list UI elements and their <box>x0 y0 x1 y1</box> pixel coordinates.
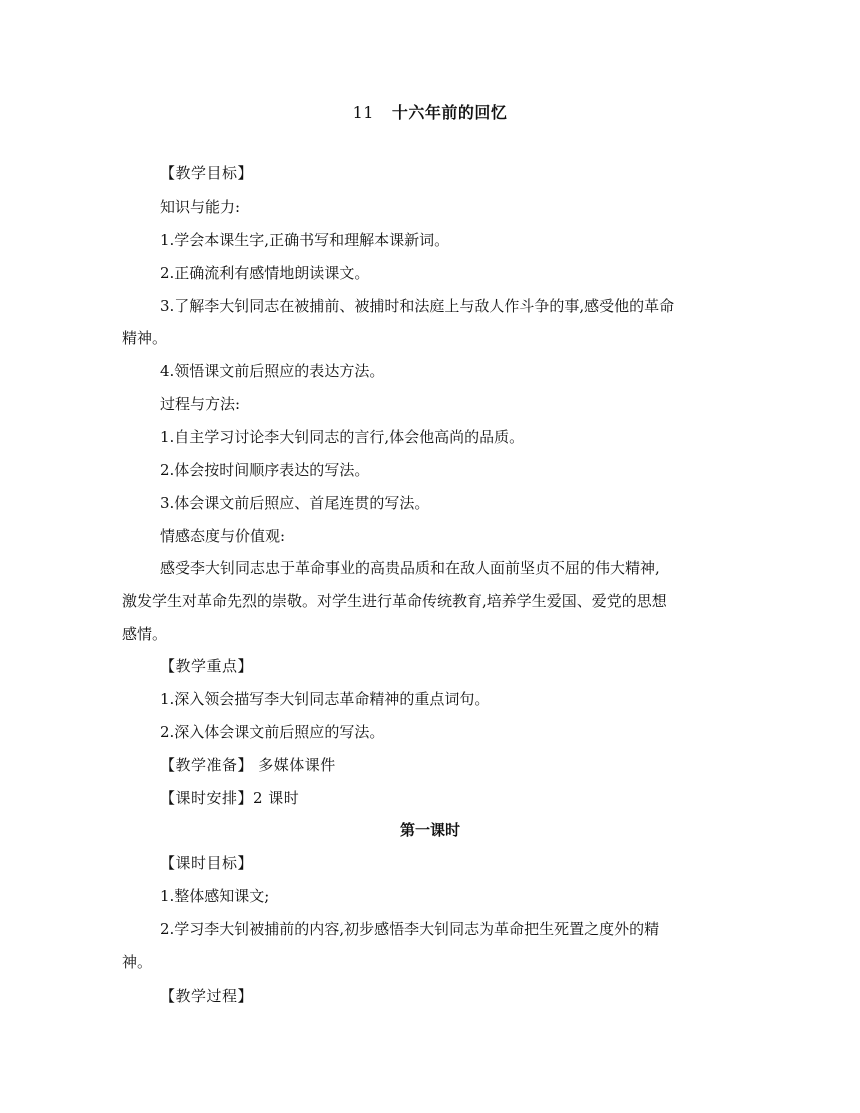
process-heading: 过程与方法: <box>160 395 241 413</box>
teaching-process-heading: 【教学过程】 <box>160 987 254 1005</box>
teaching-prep-line: 【教学准备】 多媒体课件 <box>160 756 336 774</box>
process-item: 3.体会课文前后照应、首尾连贯的写法。 <box>160 494 430 512</box>
process-item: 2.体会按时间顺序表达的写法。 <box>160 461 370 479</box>
lesson-title: 第一课时 <box>399 821 460 839</box>
process-item: 1.自主学习讨论李大钊同志的言行,体会他高尚的品质。 <box>160 428 525 446</box>
knowledge-item: 2.正确流利有感情地朗读课文。 <box>160 264 370 282</box>
lesson-goal-heading: 【课时目标】 <box>160 854 254 872</box>
knowledge-item: 1.学会本课生字,正确书写和理解本课新词。 <box>160 231 450 249</box>
lesson-goal-item-continuation: 神。 <box>122 953 153 971</box>
page-title <box>0 100 860 123</box>
emotion-line: 感受李大钊同志忠于革命事业的高贵品质和在敌人面前坚贞不屈的伟大精神, <box>160 559 660 577</box>
title-number: 11 <box>352 103 374 122</box>
title-text: 十六年前的回忆 <box>391 103 508 122</box>
knowledge-heading: 知识与能力: <box>160 198 241 216</box>
key-point-item: 1.深入领会描写李大钊同志革命精神的重点词句。 <box>160 690 490 708</box>
lesson-goal-item: 2.学习李大钊被捕前的内容,初步感悟李大钊同志为革命把生死置之度外的精 <box>160 920 660 938</box>
knowledge-item: 3.了解李大钊同志在被捕前、被捕时和法庭上与敌人作斗争的事,感受他的革命 <box>160 297 675 315</box>
teaching-goal-heading: 【教学目标】 <box>160 164 254 182</box>
knowledge-item-continuation: 精神。 <box>122 329 168 347</box>
key-point-item: 2.深入体会课文前后照应的写法。 <box>160 723 385 741</box>
emotion-heading: 情感态度与价值观: <box>160 527 286 545</box>
lesson-goal-item: 1.整体感知课文; <box>160 887 270 905</box>
knowledge-item: 4.领悟课文前后照应的表达方法。 <box>160 362 385 380</box>
key-points-heading: 【教学重点】 <box>160 657 254 675</box>
emotion-line: 激发学生对革命先烈的崇敬。对学生进行革命传统教育,培养学生爱国、爱党的思想 <box>122 592 667 610</box>
schedule-line: 【课时安排】2 课时 <box>160 789 300 807</box>
emotion-line: 感情。 <box>122 625 168 643</box>
